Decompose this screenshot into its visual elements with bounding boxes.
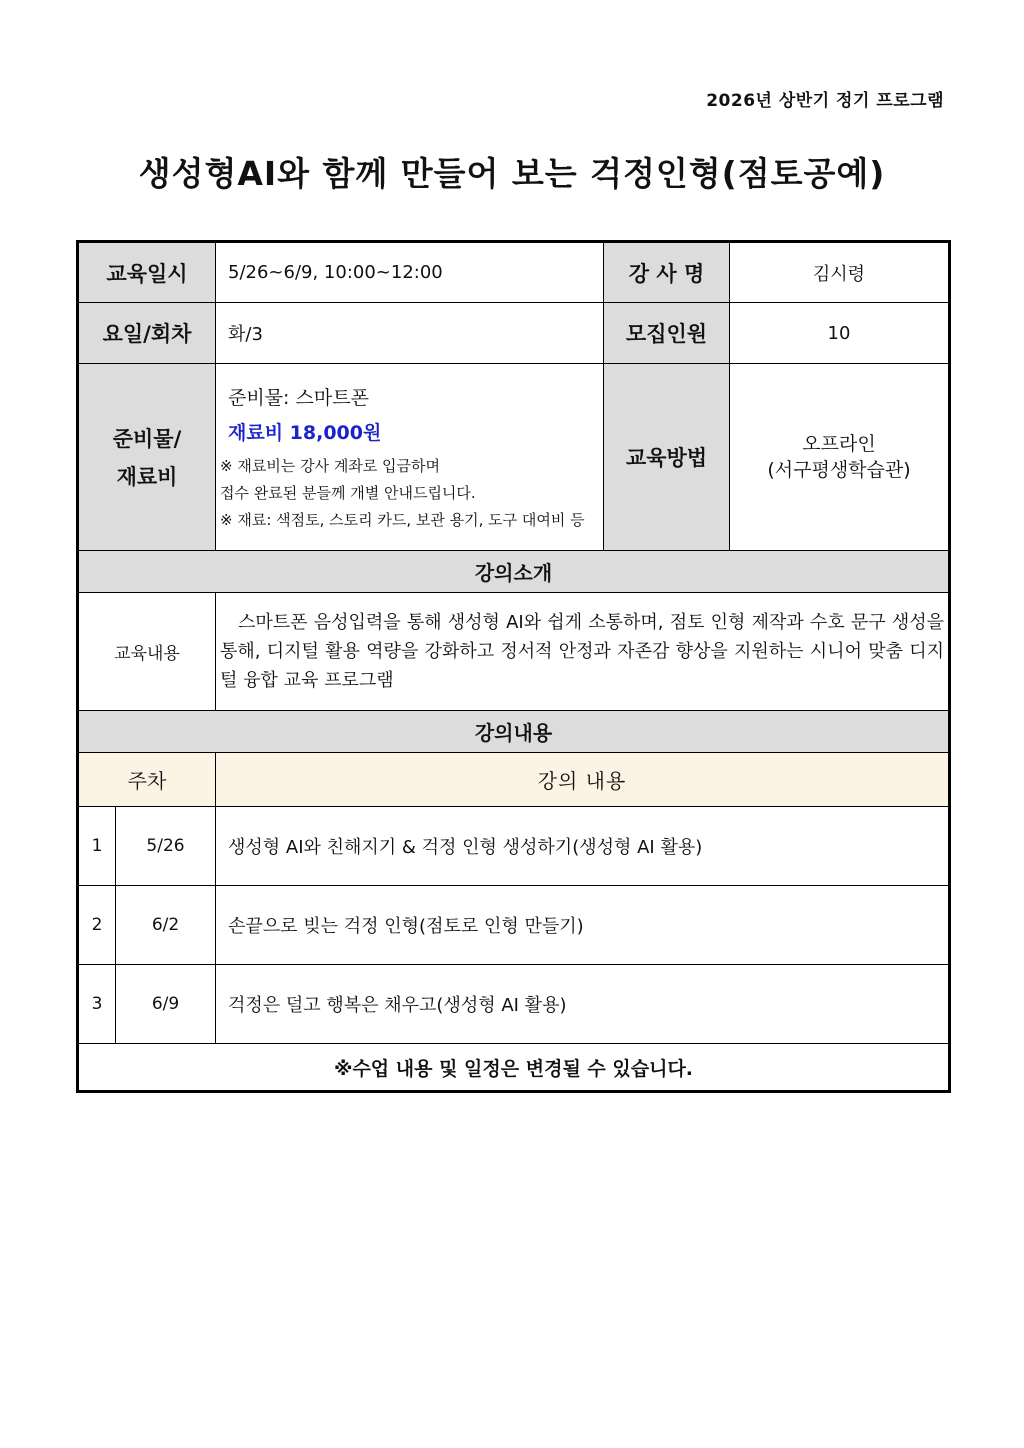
fee-note-1: ※ 재료비는 강사 계좌로 입금하며: [220, 456, 441, 475]
method-value: [730, 364, 950, 551]
schedule-value: 5/26~6/9, 10:00~12:00: [216, 242, 604, 303]
fee-note-3: ※ 재료: 색점토, 스토리 카드, 보관 용기, 도구 대여비 등: [220, 510, 585, 529]
week-date: 6/2: [116, 886, 216, 965]
week-date: 5/26: [116, 807, 216, 886]
table-row: [78, 965, 950, 1044]
table-row: [78, 886, 950, 965]
week-number: 1: [78, 807, 116, 886]
material-fee: 재료비 18,000원: [228, 421, 382, 444]
fee-note-2: 접수 완료된 분들께 개별 안내드립니다.: [220, 483, 476, 502]
program-tag: 2026년 상반기 정기 프로그램: [706, 91, 944, 111]
page-title: 생성형AI와 함께 만들어 보는 걱정인형(점토공예): [138, 154, 886, 193]
intro-content-row: [78, 593, 950, 711]
notice-row: [78, 1044, 950, 1092]
week-content: 걱정은 덜고 행복은 채우고(생성형 AI 활용): [216, 965, 950, 1044]
curriculum-section-title: 강의내용: [78, 711, 950, 753]
intro-section-row: [78, 551, 950, 593]
prep-label-line1: 준비물/: [112, 427, 182, 451]
schedule-row: [78, 242, 950, 303]
curriculum-section-row: [78, 711, 950, 753]
week-content: 손끝으로 빚는 걱정 인형(점토로 인형 만들기): [216, 886, 950, 965]
table-row: [78, 807, 950, 886]
intro-section-title: 강의소개: [78, 551, 950, 593]
day-label: 요일/회차: [78, 303, 216, 364]
content-label: 교육내용: [78, 593, 216, 711]
program-table: [76, 240, 951, 1093]
prep-items: 준비물: 스마트폰: [228, 386, 369, 409]
content-text: 스마트폰 음성입력을 통해 생성형 AI와 쉽게 소통하며, 점토 인형 제작과 수호 문구 생성을 통해, 디지털 활용 역량을 강화하고 정서적 안정과 자존감 향상을 지원하는 시니어 맞춤 디지털 융합 교육 프로그램: [216, 593, 950, 711]
method-label: 교육방법: [604, 364, 730, 551]
week-content: 생성형 AI와 친해지기 & 걱정 인형 생성하기(생성형 AI 활용): [216, 807, 950, 886]
week-number: 3: [78, 965, 116, 1044]
change-notice: ※수업 내용 및 일정은 변경될 수 있습니다.: [78, 1044, 950, 1092]
curriculum-header-row: [78, 753, 950, 807]
day-value: 화/3: [216, 303, 604, 364]
instructor-value: 김시령: [730, 242, 950, 303]
capacity-label: 모집인원: [604, 303, 730, 364]
content-header: 강의 내용: [216, 753, 950, 807]
prep-label-line2: 재료비: [116, 465, 178, 489]
week-header: 주차: [78, 753, 216, 807]
day-row: [78, 303, 950, 364]
method-value-line2: (서구평생학습관): [767, 459, 911, 481]
schedule-label: 교육일시: [78, 242, 216, 303]
capacity-value: 10: [730, 303, 950, 364]
week-number: 2: [78, 886, 116, 965]
instructor-label: 강 사 명: [604, 242, 730, 303]
method-value-line1: 오프라인: [802, 433, 876, 455]
prep-cell: [216, 364, 604, 551]
prep-row: [78, 364, 950, 551]
prep-label: [78, 364, 216, 551]
week-date: 6/9: [116, 965, 216, 1044]
